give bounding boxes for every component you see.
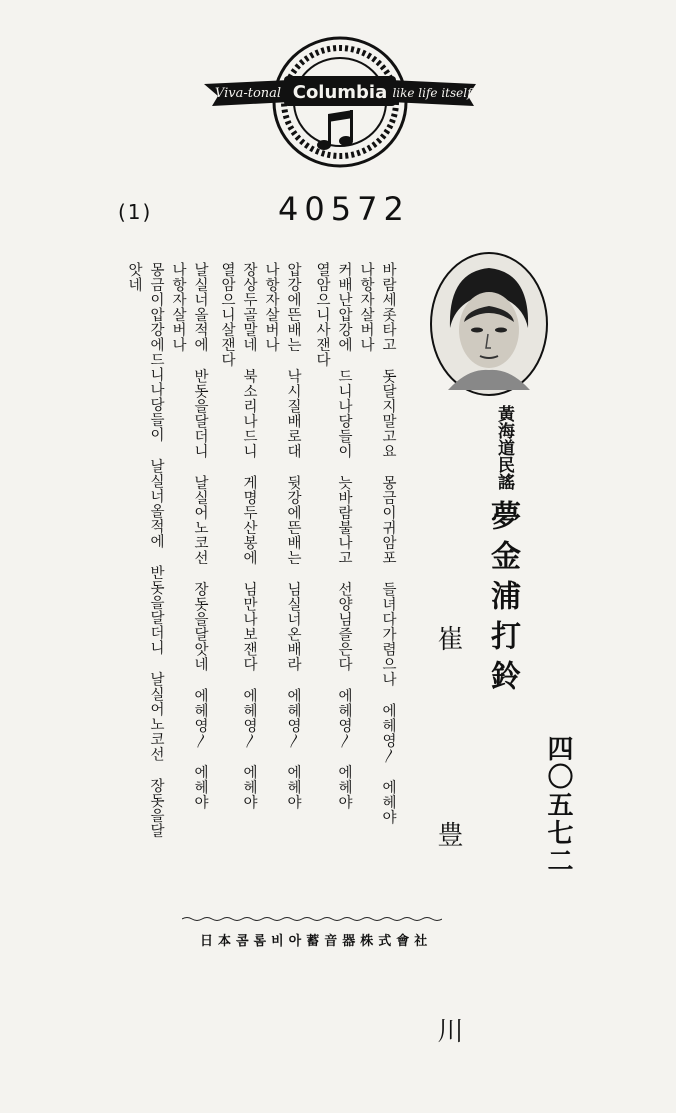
catalog-number: 40572: [278, 190, 410, 228]
lyric-line-2: 나항자살버나: [358, 262, 374, 352]
lyric-line-3: 커배난압강에 드니나당들이 늣바람불나고 선양님즐은다 에헤영〳 에헤야: [336, 262, 352, 810]
lyric-line-8: 열암으니살잰다: [219, 262, 235, 367]
wavy-divider: [182, 916, 442, 922]
lyric-line-12: 앗네: [126, 262, 142, 292]
singer-portrait: [428, 250, 550, 398]
genre-label: 黃海道民謠: [494, 405, 514, 490]
lyric-line-5: 압강에뜬배는 낙시질배로대 뒷강에뜬배는 님실너온배라 에헤영〳 에헤야: [285, 262, 301, 810]
side-label: (1): [118, 200, 153, 224]
logo-left-text: Viva-tonal: [214, 86, 282, 101]
singer-name: 崔 豊 川: [433, 625, 463, 1113]
song-title: 夢金浦打鈴: [485, 500, 520, 700]
lyric-line-1: 바람세좃타고 돗달지말고요 몽금이귀암포 들녀다가렴으나 에헤영〳 에헤야: [380, 262, 396, 825]
lyric-line-9: 날실너올적에 반돗을달더니 날실어노코선 장돗을달앗네 에헤영〳 에헤야: [192, 262, 208, 810]
logo-right-text: like life itself: [392, 86, 472, 100]
lyric-line-4: 열암으니사잰다: [314, 262, 330, 367]
music-note-icon: [317, 110, 353, 150]
lyric-line-10: 나항자살버나: [170, 262, 186, 352]
catalog-number-kanji: 四〇五七二: [543, 735, 573, 875]
logo-center-text: Columbia: [292, 82, 388, 103]
lyric-line-7: 장상두골말네 북소리나드니 게명두산봉에 님만나보잰다 에헤영〳 에헤야: [241, 262, 257, 810]
columbia-logo: [200, 30, 480, 170]
lyric-line-6: 나항자살버나: [263, 262, 279, 352]
lyric-line-11: 몽금이압강에드니나당들이 날실너올적에 반돗을달더니 날실어노코선 장돗을달: [148, 262, 164, 838]
manufacturer-name: 日本콤롬비아蓄音器株式會社: [200, 934, 433, 949]
